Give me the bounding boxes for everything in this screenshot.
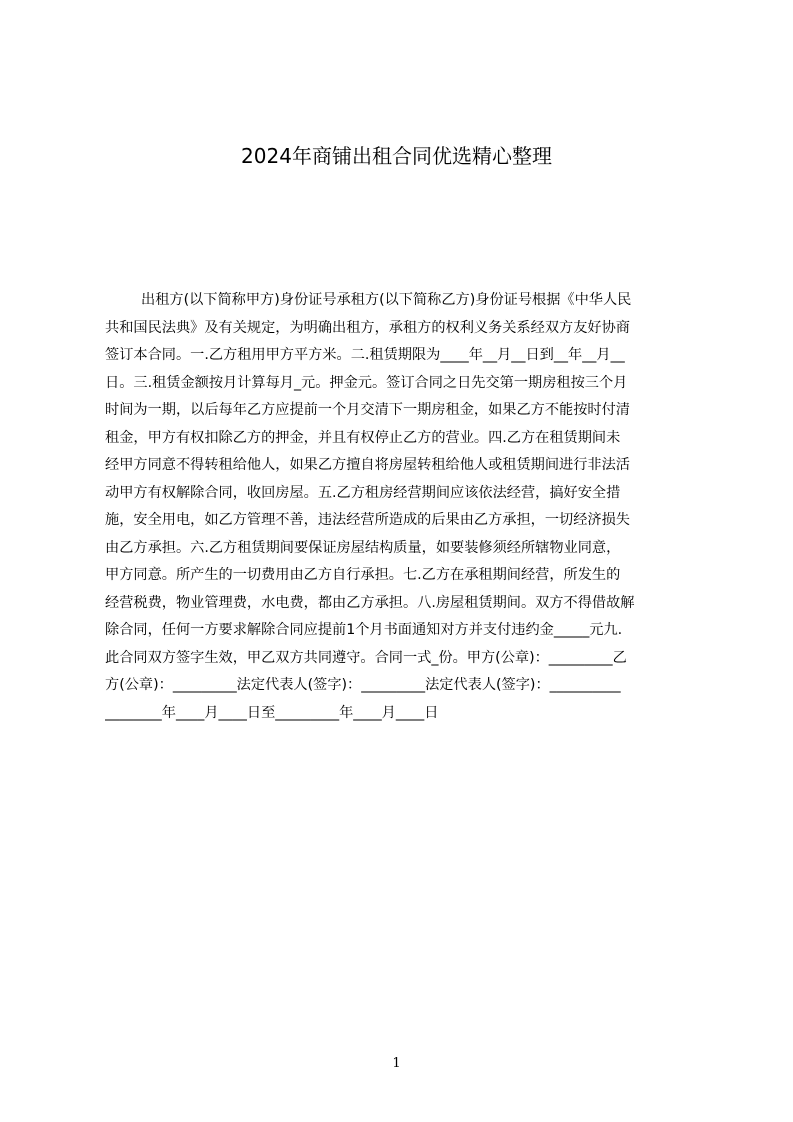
page-number: 1 [392,1056,401,1071]
body-line: 方(公章)：_________法定代表人(签字)：_________法定代表人(签字)：__________ [105,677,621,693]
body-line: ________年____月____日至_________年____月____日 [105,704,439,721]
body-line: 施，安全用电，如乙方管理不善，违法经营所造成的后果由乙方承担，一切经济损失 [105,512,630,528]
body-line: 经甲方同意不得转租给他人，如果乙方擅自将房屋转租给他人或租赁期间进行非法活 [105,457,630,473]
body-line: 此合同双方签字生效，甲乙双方共同遵守。合同一式_份。甲方(公章)：_________乙 [105,649,627,666]
body-line: 由乙方承担。六.乙方租赁期间要保证房屋结构质量，如要装修须经所辖物业同意， [105,539,621,556]
body-line: 日。三.租赁金额按月计算每月_元。押金元。签订合同之日先交第一期房租按三个月 [105,374,628,391]
body-line: 租金，甲方有权扣除乙方的押金，并且有权停止乙方的营业。四.乙方在租赁期间未 [105,429,621,446]
document-title: 2024年商铺出租合同优选精心整理 [241,144,552,168]
body-line: 时间为一期，以后每年乙方应提前一个月交清下一期房租金，如果乙方不能按时付清 [105,402,630,418]
contract-body [105,287,700,727]
body-line: 出租方(以下简称甲方)身份证号承租方(以下简称乙方)身份证号根据《中华人民 [141,292,632,308]
body-line: 除合同，任何一方要求解除合同应提前1个月书面通知对方并支付违约金_____元九. [105,622,623,638]
body-line: 动甲方有权解除合同，收回房屋。五.乙方租房经营期间应该依法经营，搞好安全措 [105,484,621,501]
body-line: 经营税费，物业管理费，水电费，都由乙方承担。八.房屋租赁期间。双方不得借故解 [105,594,635,611]
body-line: 共和国民法典》及有关规定，为明确出租方，承租方的权利义务关系经双方友好协商 [105,319,630,336]
body-line: 签订本合同。一.乙方租用甲方平方米。二.租赁期限为____年__月__日到__年__月__ [105,347,625,363]
body-line: 甲方同意。所产生的一切费用由乙方自行承担。七.乙方在承租期间经营，所发生的 [105,567,621,583]
